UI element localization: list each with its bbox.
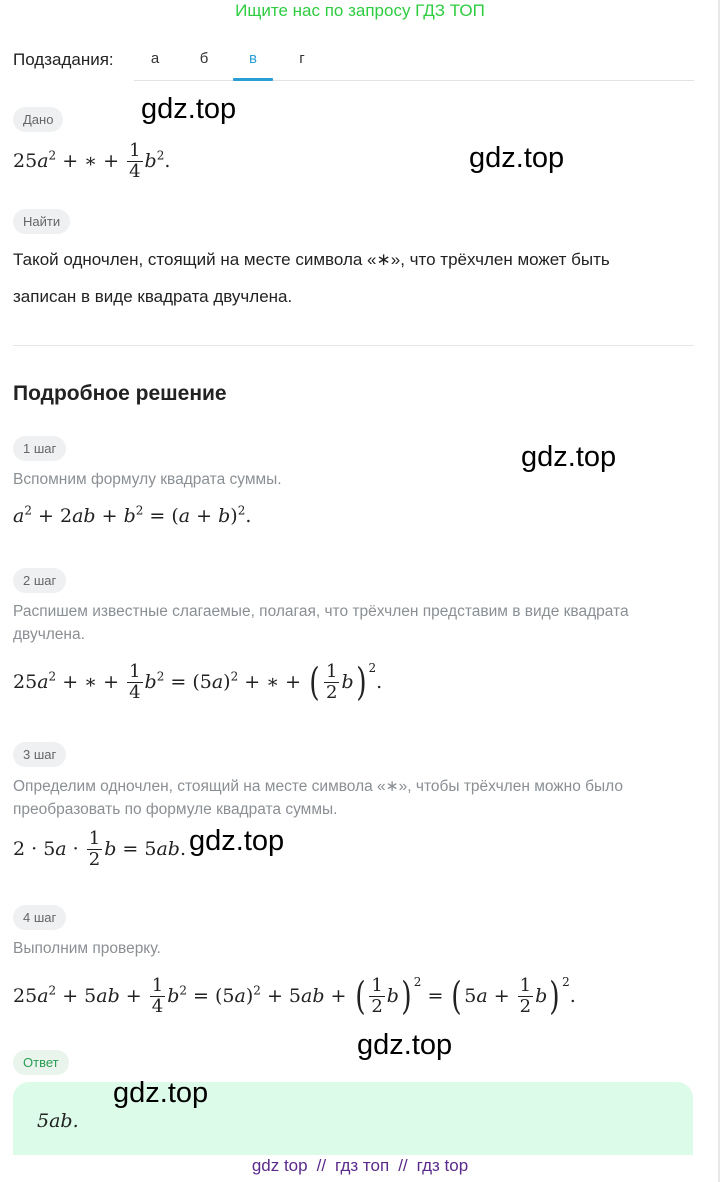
find-pill: Найти: [13, 209, 70, 234]
given-expression: $25a^2$ + ∗ + $\frac{1}{4}$ $b^2$.: [13, 139, 171, 182]
footer-link-2[interactable]: гдз топ: [335, 1156, 390, 1175]
answer-value: 5ab.: [37, 1110, 79, 1132]
step-1-pill: 1 шаг: [13, 436, 66, 461]
watermark: gdz.top: [189, 825, 285, 857]
step-3-hint: Определим одночлен, стоящий на месте символа «∗», чтобы трёхчлен можно было: [13, 778, 624, 795]
subtasks-label: Подзадания:: [13, 50, 114, 69]
step-2-formula: $25a^2$ + ∗ + $\frac{1}{4}$ $b^2 = (5a)^2$ + ∗ + ( $\frac{1}{2}$ b ) 2 .: [13, 660, 383, 704]
tab-b[interactable]: б: [199, 50, 209, 67]
active-tab-indicator: [233, 78, 273, 81]
find-text-line-1: Такой одночлен, стоящий на месте символа «∗», что трёхчлен может быть: [13, 250, 610, 269]
step-4-hint: Выполним проверку.: [13, 940, 161, 957]
footer-separator: //: [316, 1156, 327, 1175]
answer-pill: Ответ: [13, 1050, 69, 1075]
step-3-hint-cont: преобразовать по формуле квадрата суммы.: [13, 801, 338, 818]
step-3-formula: 2 · 5a · $\frac{1}{2}$ b = 5ab.: [13, 827, 187, 870]
watermark: gdz.top: [521, 441, 617, 473]
solution-title: Подробное решение: [13, 382, 227, 405]
watermark: gdz.top: [141, 93, 237, 125]
find-text-line-2: записан в виде квадрата двучлена.: [13, 287, 293, 306]
step-2-pill: 2 шаг: [13, 568, 66, 593]
step-1-formula: $a^2 + 2ab + b^2 = (a + b)^2$.: [13, 503, 252, 527]
footer-link-3[interactable]: гдз top: [416, 1156, 469, 1175]
step-1-hint: Вспомним формулу квадрата суммы.: [13, 471, 282, 488]
step-2-hint-cont: двучлена.: [13, 626, 85, 643]
watermark: gdz.top: [357, 1029, 453, 1061]
footer-separator: //: [398, 1156, 408, 1175]
step-4-pill: 4 шаг: [13, 905, 66, 930]
tab-v[interactable]: в: [249, 50, 257, 67]
step-3-pill: 3 шаг: [13, 742, 66, 767]
footer-link-1[interactable]: gdz top: [251, 1156, 308, 1175]
tab-g[interactable]: г: [299, 50, 305, 67]
tabs-divider: [134, 80, 694, 81]
section-divider: [13, 345, 694, 346]
watermark: gdz.top: [113, 1077, 209, 1109]
search-banner: Ищите нас по запросу ГДЗ ТОП: [235, 1, 485, 20]
given-pill: Дано: [13, 107, 63, 132]
footer-links: [0, 1156, 720, 1176]
step-2-hint: Распишем известные слагаемые, полагая, что трёхчлен представим в виде квадрата: [13, 603, 629, 620]
step-4-formula: $25a^2 + 5ab$ + $\frac{1}{4}$ $b^2 = (5a)^2 + 5ab$ + ( $\frac{1}{2}$ b ) 2 = ( 5a + $\frac{1}{2}$ b ) 2 .: [13, 974, 576, 1018]
tab-a[interactable]: а: [150, 50, 160, 67]
watermark: gdz.top: [469, 142, 565, 174]
